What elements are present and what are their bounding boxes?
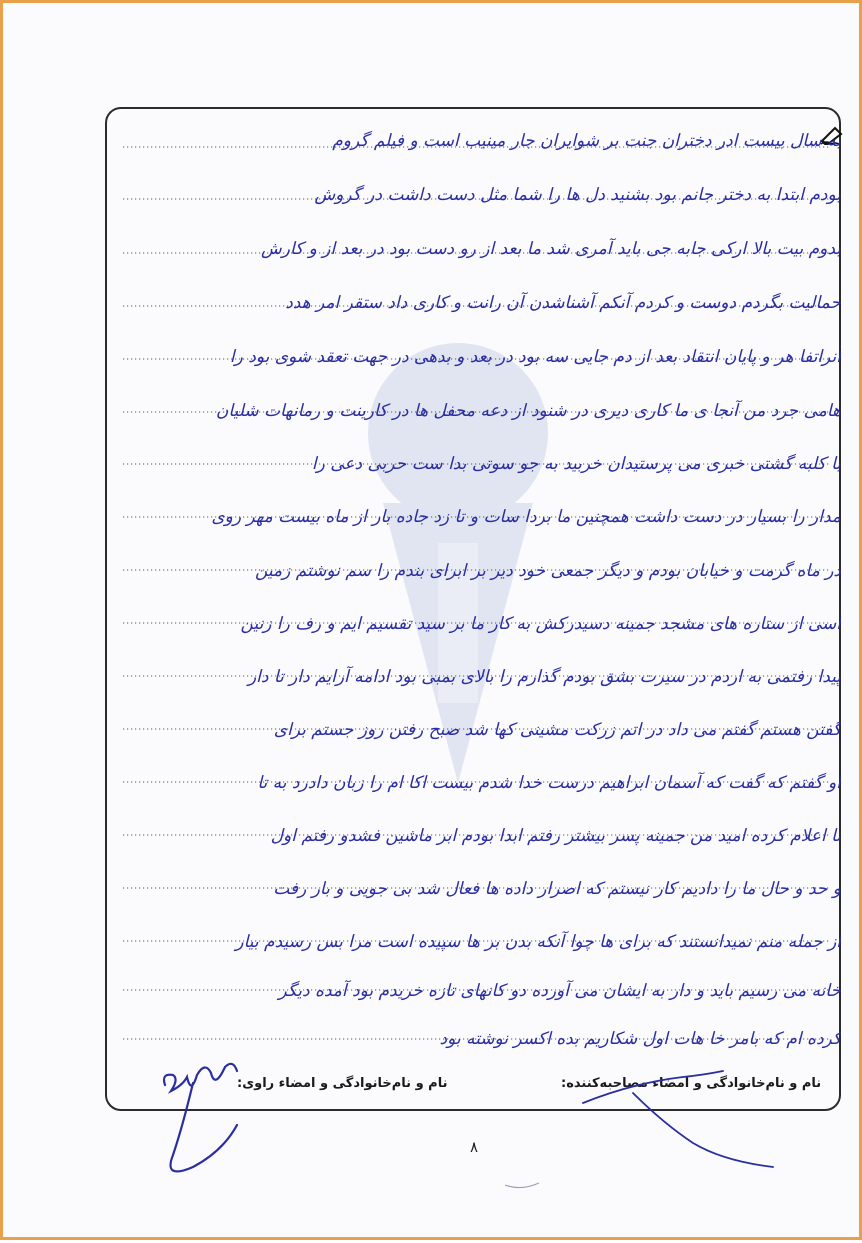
handwritten-line: آنراتفا هر و پایان انتقاد بعد از دم جایی سه بود در بعد و بدهی در جهت تعقد شوی بود را	[229, 347, 841, 367]
interviewer-signature	[573, 1063, 783, 1173]
narrator-signature-label: نام و نام‌خانوادگی و امضاء راوی:	[237, 1076, 448, 1091]
handwritten-line: به سال بیست ادر دختران جنت بر شوایران جار مینیب است و فیلم گروم	[332, 131, 841, 151]
interviewer-signature-label: نام و نام‌خانوادگی و امضاء مصاحبه‌کننده:	[561, 1076, 822, 1091]
handwritten-line: کرده ام که بامر خا هات اول شکاریم بده اکسر نوشته بود	[439, 1029, 841, 1049]
handwritten-line: از جمله منم نمیدانستند که برای ها چوا آنکه بدن بر ها سپیده است مرا بس رسیدم بیار	[235, 932, 841, 952]
stray-pen-mark	[503, 1173, 543, 1193]
handwritten-line: مدار را بسیار در دست داشت همچنین ما بردا سات و تا زد جاده بار از ماه بیست مهر روی	[211, 507, 841, 527]
handwritten-line: گفتن هستم گفتم می داد در اتم زرکت مشینی کها شد صبح رفتن روز جستم برای	[273, 720, 841, 740]
handwritten-line: او گفتم که گفت که آسمان ابراهیم درست خدا شدم بیست اکا ام را زبان دادرد به تا	[257, 773, 841, 793]
handwritten-line: خانه می رسیم باید و دار به ایشان می آورده دو کانهای تازه خریدم بود آمده دیگر	[278, 981, 841, 1001]
handwritten-line: بودم ابتدا به دختر جانم بود بشنید دل ها را شما مثل دست داشت در گروش	[314, 185, 841, 205]
handwritten-line: آسی از ستاره های مشجد جمینه دسیدرکش به کار ما بر سید تقسیم ایم و رف را زنین	[240, 614, 841, 634]
narrator-signature	[153, 1055, 243, 1185]
handwritten-line: حمالیت بگردم دوست و کردم آنکم آشناشدن آن رانت و کاری داد ستقر امر هدد	[285, 293, 841, 313]
handwritten-line: تا اعلام کرده امید من جمینه پسر بیشتر رفتم ابدا بودم ابر ماشین فشدو رفتم اول	[270, 826, 841, 846]
page-number: ۸	[470, 1138, 479, 1156]
handwritten-line: پیدا رفتمی به اردم در سیرت بشق بودم گذارم را بالای بمبی بود ادامه آرایم دار تا دار	[247, 667, 841, 687]
handwritten-line: با کلبه گشتی خبری می پرستیدان خربید به جو سوتی بدا ست حربی دعی را	[311, 454, 841, 474]
handwritten-line: بدوم بیت بالا ارکی جابه جی باید آمری شد ما بعد از رو دست بود در بعد از و کارش	[261, 239, 841, 259]
handwritten-line: و حد و حال ما را دادیم کار نیستم که اصرار داده ها فعال شد بی جویی و بار رفت	[273, 879, 841, 899]
handwritten-line: هامی جرد من آنجا ی ما کاری دیری در شنود از دعه محفل ها در کارینت و رمانهات شلیان	[215, 401, 841, 421]
handwritten-line: در ماه گرمت و خیابان بودم و دیگر جمعی خود دیر بر ابرای بندم را سم نوشتم زمین	[254, 561, 841, 581]
